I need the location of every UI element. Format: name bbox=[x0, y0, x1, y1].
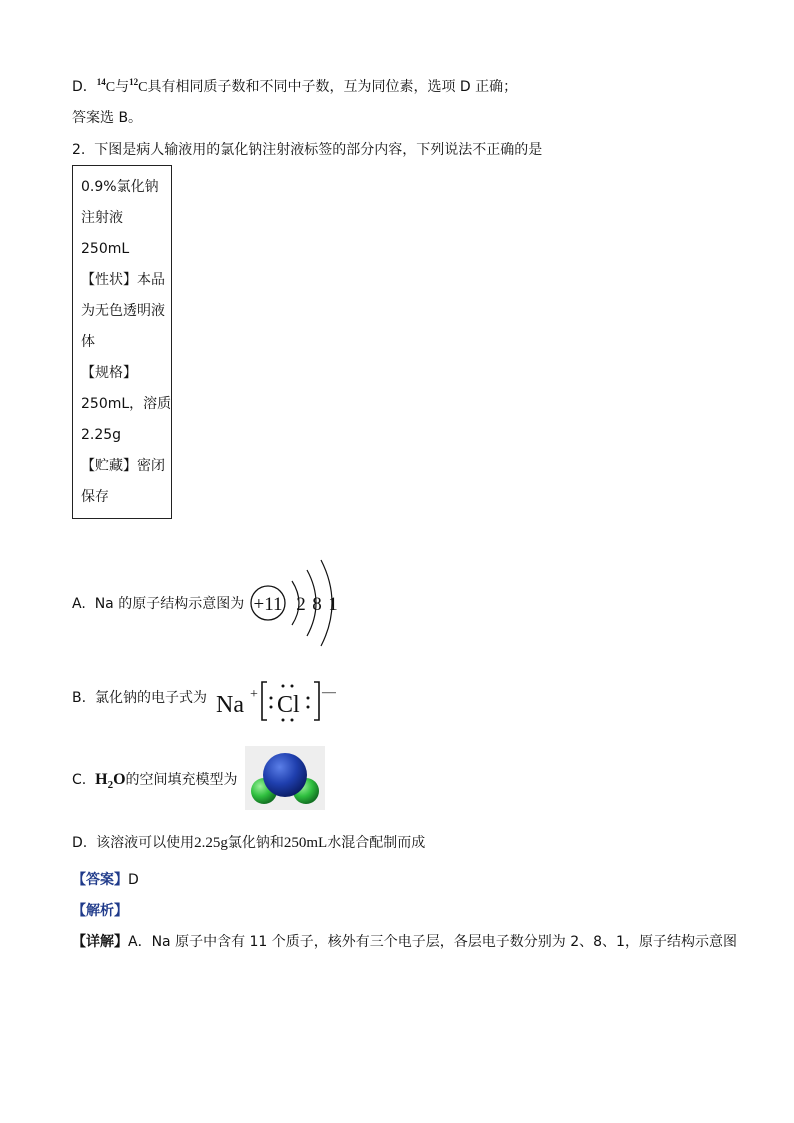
prev-option-d-mid: 与 bbox=[115, 79, 130, 95]
oxygen-atom bbox=[263, 753, 307, 797]
prev-option-d-rest: 具有相同质子数和不同中子数，互为同位素，选项 D 正确； bbox=[147, 79, 518, 95]
label-line: 注射液 bbox=[81, 210, 123, 226]
water-space-filling-model bbox=[245, 746, 325, 810]
na-atom-structure-diagram bbox=[246, 555, 346, 651]
option-d-text-1: 该溶液可以使用 bbox=[96, 835, 195, 851]
formula-o: O bbox=[113, 771, 126, 788]
label-line: 0.9%氯化钠 bbox=[81, 179, 159, 195]
anion-charge: — bbox=[322, 685, 336, 700]
prev-option-d-prefix: D． bbox=[72, 79, 97, 95]
label-line: 250mL，溶质 bbox=[81, 396, 172, 412]
label-line: 【贮藏】密闭 bbox=[81, 458, 165, 474]
electron-dot bbox=[291, 685, 294, 688]
label-line: 保存 bbox=[81, 489, 109, 505]
label-line: 【性状】本品 bbox=[81, 272, 165, 288]
injection-label-box bbox=[72, 165, 172, 519]
chlorine-anion: Cl bbox=[277, 692, 300, 718]
question-text: 下图是病人输液用的氯化钠注射液标签的部分内容，下列说法不正确的是 bbox=[94, 142, 543, 158]
option-c bbox=[72, 771, 238, 794]
electron-dot bbox=[270, 697, 273, 700]
option-d-text-2: 氯化钠和 bbox=[227, 835, 284, 851]
detail-text: A．Na 原子中含有 11 个质子，核外有三个电子层，各层电子数分别为 2、8、1，原子结构示意图 bbox=[128, 934, 737, 950]
nucleus-charge: +11 bbox=[253, 594, 283, 615]
answer-tag: 【答案】 bbox=[72, 872, 128, 888]
isotope-mass-14: 14 bbox=[96, 77, 106, 87]
detail-line bbox=[72, 933, 737, 951]
formula-h: H bbox=[95, 771, 108, 788]
left-bracket bbox=[262, 682, 267, 720]
answer-value: D bbox=[128, 872, 139, 888]
shell-electrons-3: 1 bbox=[328, 594, 338, 615]
cation-charge: + bbox=[250, 687, 258, 702]
answer-line bbox=[72, 871, 139, 889]
question-number: 2. bbox=[72, 142, 86, 158]
electron-dot bbox=[270, 706, 273, 709]
label-line: 2.25g bbox=[81, 427, 122, 443]
option-d bbox=[72, 834, 425, 852]
prev-answer: 答案选 B。 bbox=[72, 110, 143, 126]
option-c-letter: C. bbox=[72, 772, 87, 788]
label-line: 为无色透明液 bbox=[81, 303, 165, 319]
label-line: 250mL bbox=[81, 241, 130, 257]
isotope-mass-12: 12 bbox=[129, 77, 139, 87]
isotope-element-c14: C bbox=[105, 80, 116, 95]
option-b-letter: B. bbox=[72, 690, 87, 706]
electron-dot bbox=[282, 719, 285, 722]
label-line: 体 bbox=[81, 334, 95, 350]
analysis-line bbox=[72, 902, 128, 920]
shell-electrons-2: 8 bbox=[312, 594, 322, 615]
analysis-tag: 【解析】 bbox=[72, 903, 128, 919]
option-a-text: Na 的原子结构示意图为 bbox=[94, 596, 245, 612]
option-b bbox=[72, 689, 207, 707]
detail-tag: 【详解】 bbox=[72, 934, 128, 950]
option-c-text: 的空间填充模型为 bbox=[125, 772, 238, 788]
electron-dot bbox=[282, 685, 285, 688]
shell-electrons-1: 2 bbox=[296, 594, 306, 615]
option-d-mass: 2.25g bbox=[194, 835, 228, 851]
option-a bbox=[72, 595, 244, 613]
electron-dot bbox=[291, 719, 294, 722]
electron-dot bbox=[307, 697, 310, 700]
option-a-letter: A. bbox=[72, 596, 86, 612]
formula-subscript: 2 bbox=[107, 778, 114, 791]
option-b-text: 氯化钠的电子式为 bbox=[94, 690, 207, 706]
question-2 bbox=[72, 141, 542, 159]
label-line: 【规格】 bbox=[81, 365, 137, 381]
option-d-volume: 250mL bbox=[283, 835, 328, 851]
sodium-cation: Na bbox=[216, 692, 244, 718]
prev-option-d bbox=[72, 73, 517, 97]
option-d-letter: D. bbox=[72, 835, 88, 851]
nacl-electron-formula bbox=[212, 676, 336, 726]
electron-dot bbox=[307, 706, 310, 709]
isotope-element-c12: C bbox=[138, 80, 148, 95]
right-bracket bbox=[314, 682, 319, 720]
option-d-text-3: 水混合配制而成 bbox=[327, 835, 426, 851]
